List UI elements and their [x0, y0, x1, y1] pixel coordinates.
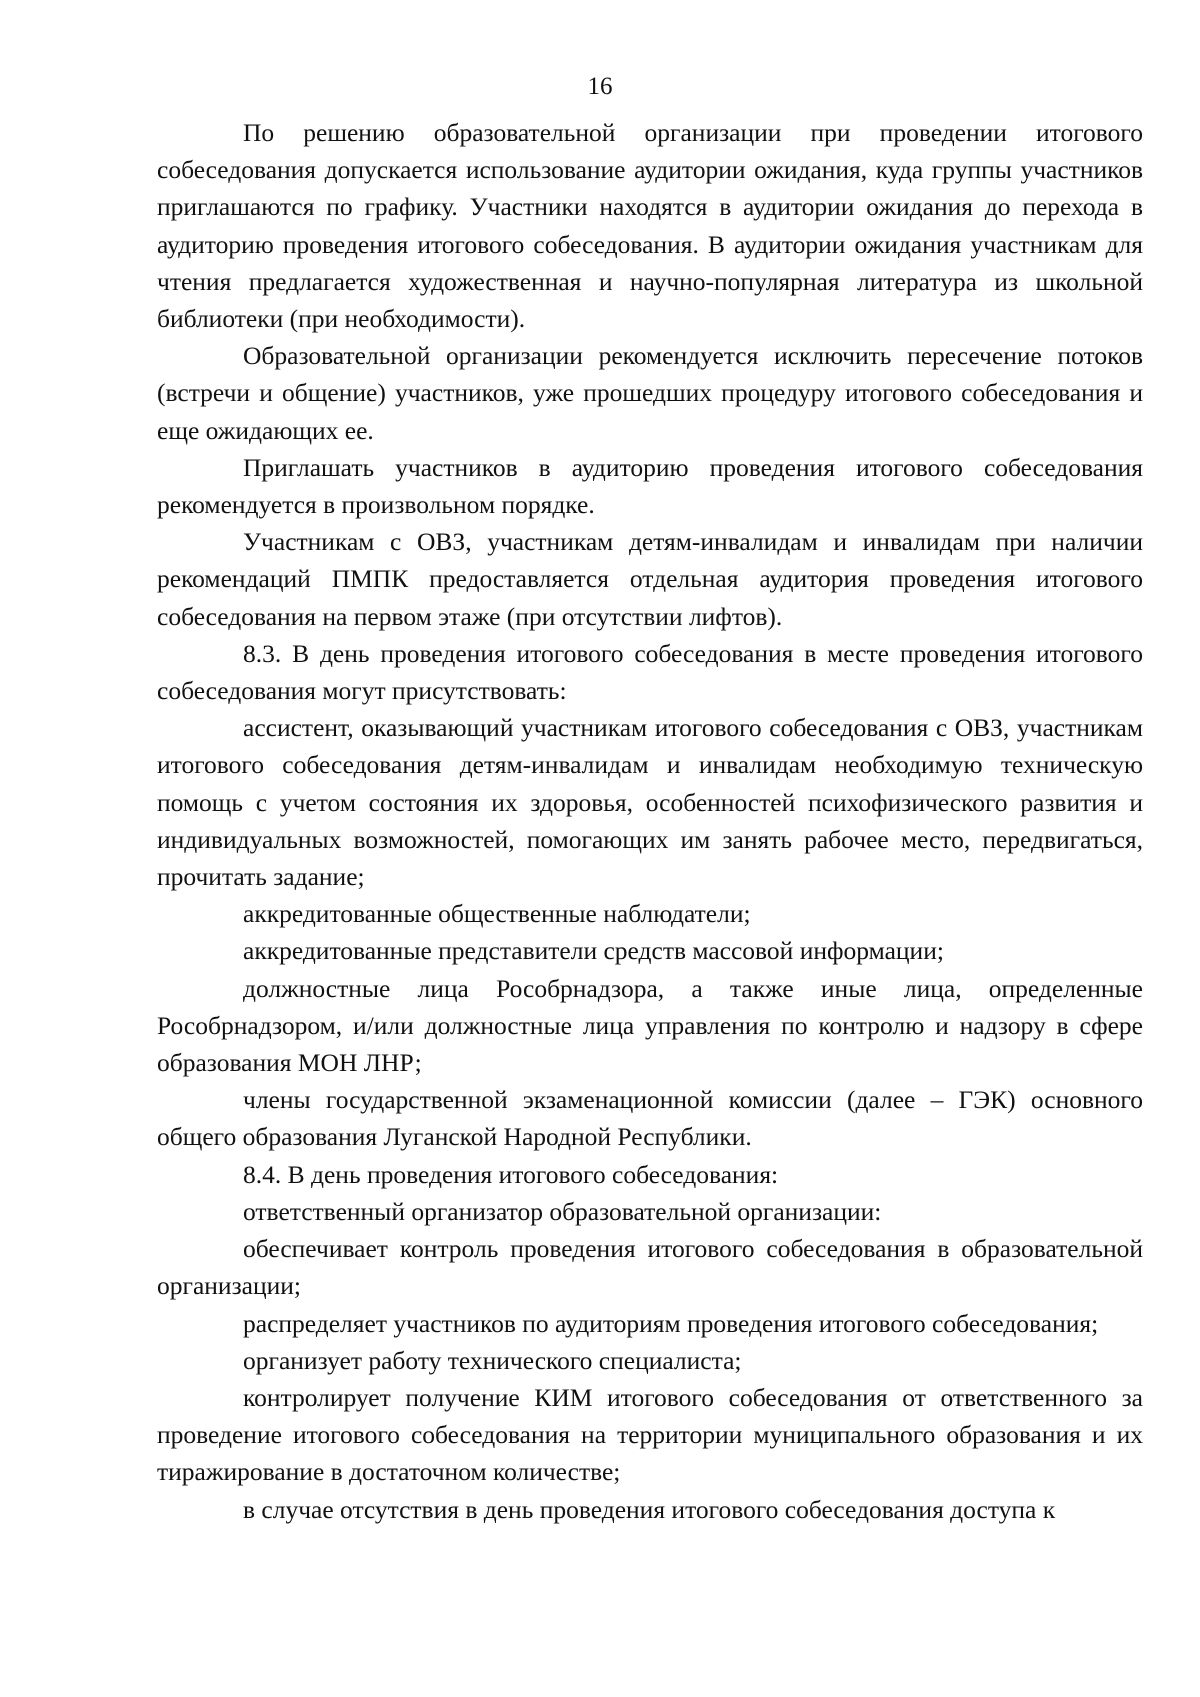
paragraph-section-8-4: 8.4. В день проведения итогового собеседования: — [243, 1159, 779, 1189]
paragraph-assistant: ассистент, оказывающий участникам итогового собеседования с ОВЗ, участникам итогового собеседования детям-инвалидам и инвалидам необходимую техническую помощь с учетом состояния их здоровья, особенностей психофизического развития и индивидуальных возможностей, помогающих им занять рабочее место, передвигаться, прочитать задание; — [157, 713, 1143, 892]
paragraph-invitation-order: Приглашать участников в аудиторию проведения итогового собеседования рекомендуется в произвольном порядке. — [157, 452, 1143, 520]
paragraph-controls-kim: контролирует получение КИМ итогового собеседования от ответственного за проведение итогового собеседования на территории муниципального образования и их тиражирование в достаточном количестве; — [157, 1382, 1143, 1487]
page-number: 16 — [587, 73, 613, 100]
paragraph-observers: аккредитованные общественные наблюдатели; — [243, 899, 751, 929]
document-body — [157, 114, 1143, 1528]
paragraph-distributes: распределяет участников по аудиториям проведения итогового собеседования; — [243, 1308, 1099, 1338]
paragraph-no-access: в случае отсутствия в день проведения итогового собеседования доступа к — [243, 1494, 1056, 1524]
paragraph-organizes-tech: организует работу технического специалиста; — [243, 1345, 742, 1375]
paragraph-section-8-3: 8.3. В день проведения итогового собеседования в месте проведения итогового собеседования могут присутствовать: — [157, 638, 1143, 706]
paragraph-separate-room: Участникам с ОВЗ, участникам детям-инвалидам и инвалидам при наличии рекомендаций ПМПК предоставляется отдельная аудитория проведения итогового собеседования на первом этаже (при отсутствии лифтов). — [157, 527, 1143, 631]
paragraph-officials: должностные лица Рособрнадзора, а также иные лица, определенные Рособрнадзором, и/или должностные лица управления по контролю и надзору в сфере образования МОН ЛНР; — [157, 973, 1143, 1078]
paragraph-waiting-room: По решению образовательной организации при проведении итогового собеседования допускается использование аудитории ожидания, куда группы участников приглашаются по графику. Участники находятся в аудитории ожидания до перехода в аудиторию проведения итогового собеседования. В аудитории ожидания участникам для чтения предлагается художественная и научно-популярная литература из школьной библиотеки (при необходимости). — [157, 118, 1143, 334]
paragraph-ensures-control: обеспечивает контроль проведения итогового собеседования в образовательной организации; — [157, 1234, 1143, 1301]
paragraph-responsible-organizer: ответственный организатор образовательной организации: — [243, 1196, 882, 1226]
paragraph-media: аккредитованные представители средств массовой информации; — [243, 936, 944, 966]
paragraph-gek-members: члены государственной экзаменационной комиссии (далее – ГЭК) основного общего образования Луганской Народной Республики. — [157, 1085, 1143, 1152]
paragraph-flow-separation: Образовательной организации рекомендуется исключить пересечение потоков (встречи и общение) участников, уже прошедших процедуру итогового собеседования и еще ожидающих ее. — [157, 341, 1143, 445]
